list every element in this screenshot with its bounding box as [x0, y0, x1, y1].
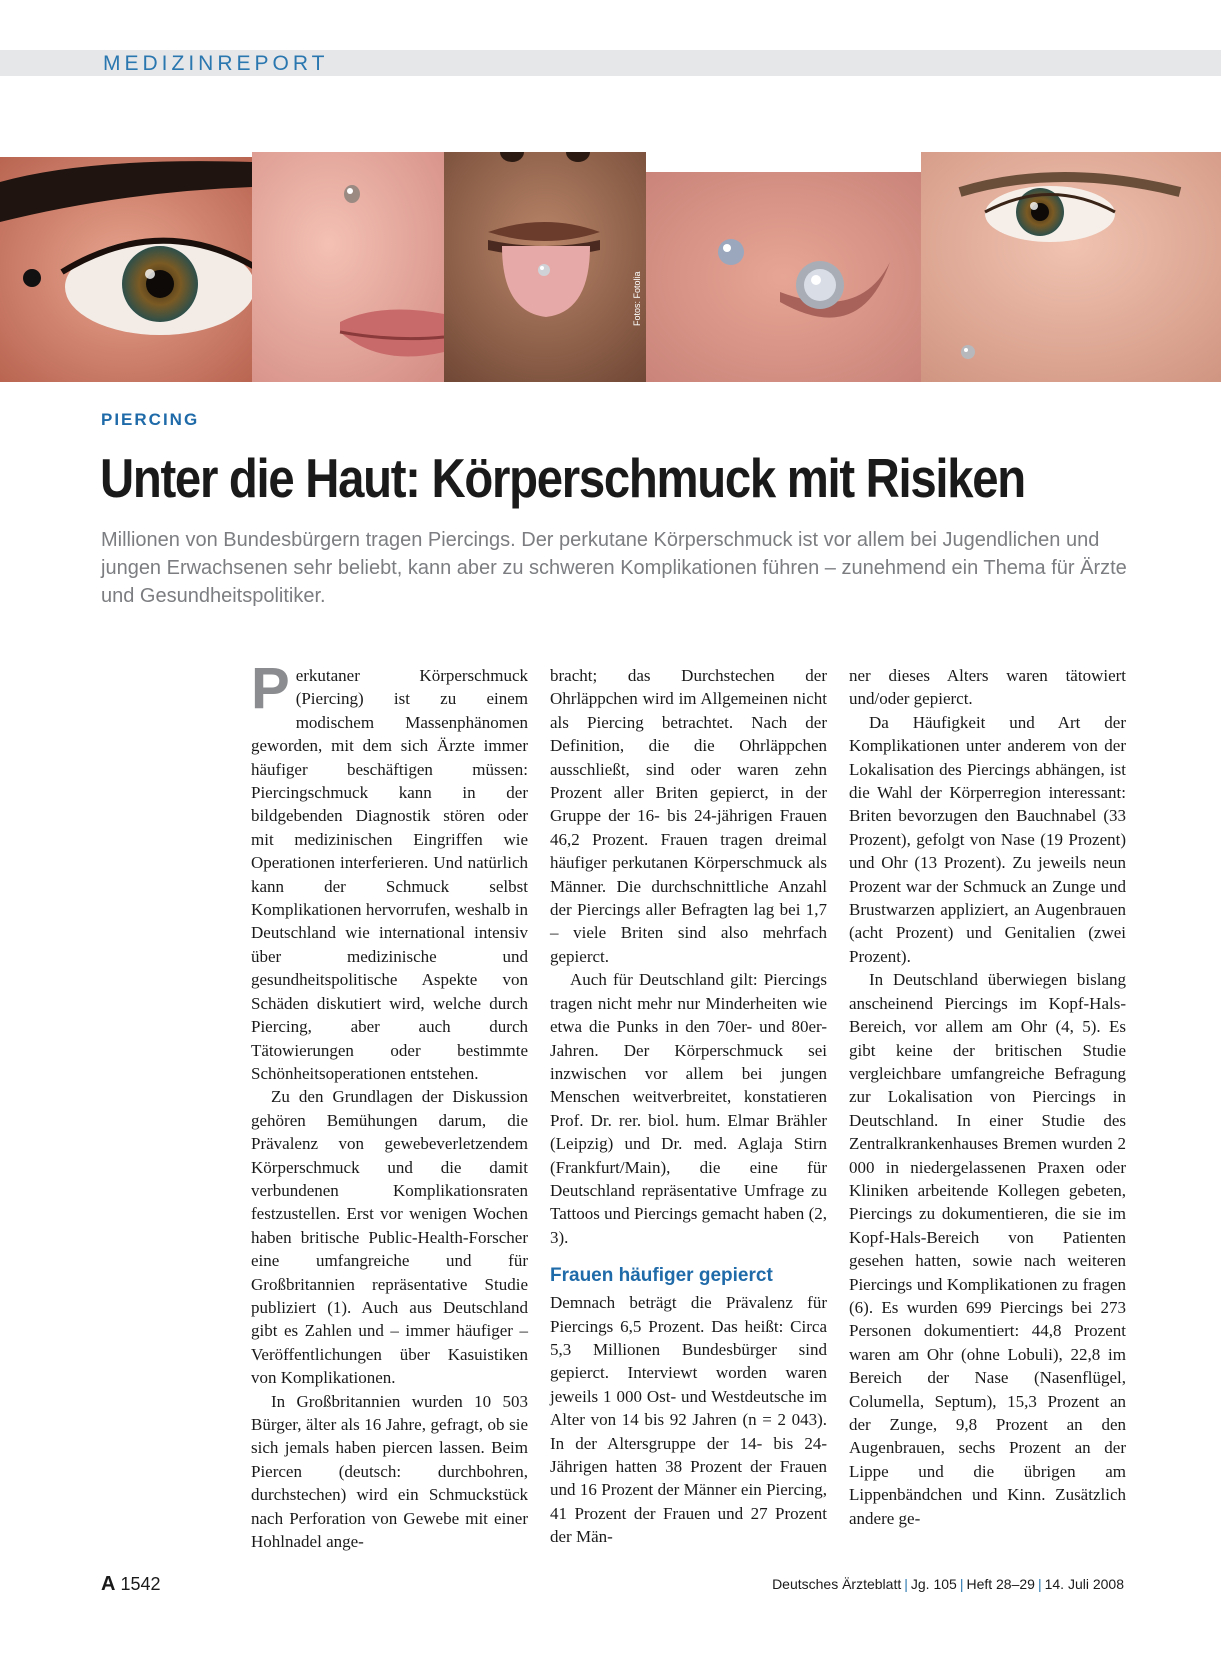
photo-strip: [0, 152, 1221, 382]
article-kicker: PIERCING: [101, 410, 200, 429]
paragraph: Auch für Deutschland gilt: Piercings tragen nicht mehr nur Minderheiten wie etwa die Punks in den 70er- und 80er-Jahren. Der Körperschmuck sei inzwischen vor allem bei jungen Menschen weitverbreitet, konstatieren Prof. Dr. rer. biol. hum. Elmar Brähler (Leipzig) und Dr. med. Aglaja Stirn (Frankfurt/Main), die eine für Deutschland repräsentative Umfrage zu Tattoos und Piercings gemacht haben (2, 3).: [550, 970, 827, 1247]
section-label: MEDIZINREPORT: [103, 52, 329, 75]
paragraph: Da Häufigkeit und Art der Komplikationen unter anderem von der Lokalisation des Piercings abhängen, ist die Wahl der Körperregion interessant: Briten bevorzugen den Bauchnabel (33 Prozent), gefolgt von Nase (19 Prozent) und Ohr (13 Prozent). Zu jeweils neun Prozent war der Schmuck an Zunge und Brustwarzen appliziert, an Augenbrauen (acht Prozent) und Genitalien (zwei Prozent).: [849, 712, 1126, 966]
journal-volume: Jg. 105: [910, 1576, 957, 1592]
journal-date: 14. Juli 2008: [1044, 1576, 1124, 1592]
paragraph: Zu den Grundlagen der Diskussion gehören Bemühungen darum, die Prävalenz von gewebeverletzendem Körperschmuck und die damit verbundenen Komplikationsraten festzustellen. Erst vor wenigen Wochen haben britische Public-Health-Forscher eine umfangreiche und für Großbritannien repräsentative Studie publiziert (1). Auch aus Deutschland gibt es Zahlen und – immer häufiger – Veröffentlichungen über Kasuistiken von Komplikationen.: [251, 1087, 528, 1388]
photo-lip-piercing: [252, 152, 444, 382]
journal-issue: Heft 28–29: [966, 1576, 1035, 1592]
article-headline: Unter die Haut: Körperschmuck mit Risiken: [100, 447, 1025, 509]
photo-tongue-piercing: [444, 152, 646, 382]
photo-eye-piercing: [0, 157, 255, 382]
drop-cap: P: [251, 656, 290, 721]
photo-cheek-piercing: [921, 152, 1221, 382]
paragraph: Perkutaner Körperschmuck (Piercing) ist zu einem modischem Massenphänomen geworden, mit dem sich Ärzte immer häufiger beschäftigen müssen: Piercingschmuck kann in der bildgebenden Diagnostik stören oder mit medizinischen Eingriffen wie Operationen interferieren. Und natürlich kann der Schmuck selbst Komplikationen hervorrufen, weshalb in Deutschland wie international intensiv über medizinische und gesundheitspolitische Aspekte von Schäden diskutiert wird, welche durch Piercing, aber auch durch Tätowierungen oder bestimmte Schönheitsoperationen entstehen.: [251, 656, 528, 1083]
article-lead: Millionen von Bundesbürgern tragen Piercings. Der perkutane Körperschmuck ist vor allem bei Jugendlichen und jungen Erwachsenen sehr beliebt, kann aber zu schweren Komplikationen führen – zunehmend ein Thema für Ärzte und Gesundheitspolitiker.: [101, 529, 1127, 607]
journal-name: Deutsches Ärzteblatt: [772, 1576, 902, 1592]
paragraph: Demnach beträgt die Prävalenz für Piercings 6,5 Prozent. Das heißt: Circa 5,3 Millionen Bundesbürger sind gepierct. Interviewt worden waren jeweils 1 000 Ost- und Westdeutsche im Alter von 14 bis 92 Jahren (n = 2 043). In der Altersgruppe der 14- bis 24-Jährigen hatten 38 Prozent der Frauen und 16 Prozent der Männer ein Piercing, 41 Prozent der Frauen und 27 Prozent der Män-: [550, 1293, 827, 1547]
article-column-1: [251, 656, 528, 1553]
photo-credit: Fotos: Fotolia: [632, 271, 642, 326]
paragraph: bracht; das Durchstechen der Ohrläppchen wird im Allgemeinen nicht als Piercing betrachtet. Nach der Definition, die die Ohrläppchen ausschließt, sind oder waren zehn Prozent aller Briten gepierct, in der Gruppe der 16- bis 24-jährigen Frauen 46,2 Prozent. Frauen tragen dreimal häufiger perkutanen Körperschmuck als Männer. Die durchschnittliche Anzahl der Piercings aller Befragten lag bei 1,7 – viele Briten sind also mehrfach gepierct.: [550, 666, 827, 966]
paragraph: ner dieses Alters waren tätowiert und/oder gepierct.: [849, 666, 1126, 709]
journal-footer: Deutsches Ärzteblatt | Jg. 105 | Heft 28–29 | 14. Juli 2008: [772, 1576, 1124, 1592]
section-subheading: Frauen häufiger gepierct: [550, 1265, 773, 1287]
photo-navel-piercing: [646, 172, 921, 382]
paragraph: In Deutschland überwiegen bislang anscheinend Piercings im Kopf-Hals-Bereich, vor allem am Ohr (4, 5). Es gibt keine der britischen Studie vergleichbare umfangreiche Befragung zur Lokalisation von Piercings in Deutschland. In einer Studie des Zentralkrankenhauses Bremen wurden 2 000 in niedergelassenen Praxen oder Kliniken arbeitende Kollegen gebeten, Piercings zu dokumentieren, die sie im Kopf-Hals-Bereich von Patienten gesehen hatten, sowie nach weiteren Piercings und Komplikationen zu fragen (6). Es wurden 699 Piercings bei 273 Personen dokumentiert: 44,8 Prozent waren am Ohr (ohne Lobuli), 22,8 im Bereich der Nase (Nasenflügel, Columella, Septum), 15,3 Prozent an der Zunge, 9,8 Prozent an den Augenbrauen, sechs Prozent an der Lippe und die übrigen am Lippenbändchen und Kinn. Zusätzlich andere ge-: [849, 970, 1126, 1528]
article-column-2: [550, 664, 827, 1549]
page-number: A 1542: [101, 1573, 161, 1595]
paragraph: In Großbritannien wurden 10 503 Bürger, älter als 16 Jahre, gefragt, ob sie sich jemals haben piercen lassen. Beim Piercen (deutsch: durchbohren, durchstechen) wird ein Schmuckstück nach Perforation von Gewebe mit einer Hohlnadel ange-: [251, 1391, 528, 1552]
article-column-3: [849, 664, 1126, 1530]
